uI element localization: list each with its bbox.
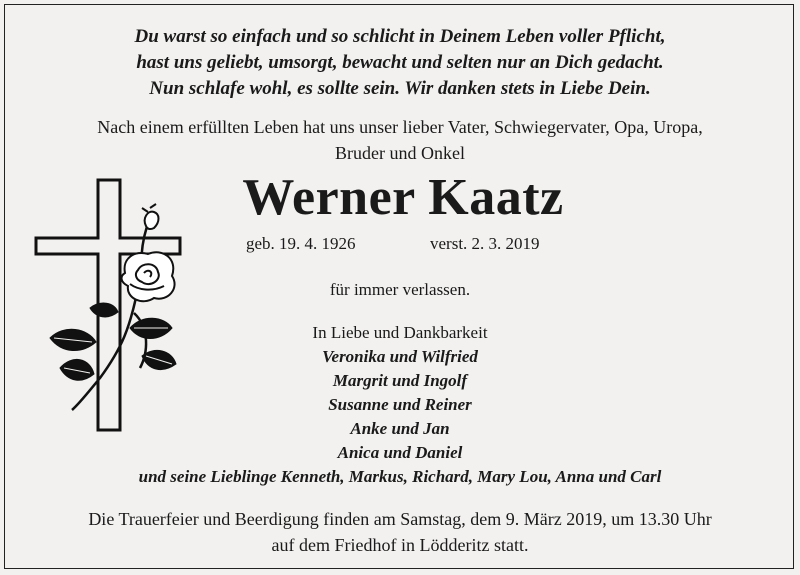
mourner-line-6: und seine Lieblinge Kenneth, Markus, Richard, Mary Lou, Anna und Carl [138, 467, 662, 486]
left-text: für immer verlassen. [329, 280, 471, 299]
funeral-line-1: Die Trauerfeier und Beerdigung finden am Samstag, dem 9. März 2019, um 13.30 Uhr [88, 509, 712, 529]
deceased-name: Werner Kaatz [242, 169, 564, 226]
intro-line-1: Nach einem erfüllten Leben hat uns unser lieber Vater, Schwiegervater, Opa, Uropa, [97, 117, 703, 137]
intro-line-2: Bruder und Onkel [335, 143, 465, 163]
poem-line-2: hast uns geliebt, umsorgt, bewacht und selten nur an Dich gedacht. [136, 52, 664, 73]
mourner-line-2: Margrit und Ingolf [332, 371, 468, 390]
mourner-line-1: Veronika und Wilfried [322, 347, 478, 366]
poem-line-1: Du warst so einfach und so schlicht in Deinem Leben voller Pflicht, [134, 26, 666, 47]
death-date: verst. 2. 3. 2019 [430, 234, 540, 253]
funeral-line-2: auf dem Friedhof in Lödderitz statt. [271, 535, 529, 555]
mourner-line-5: Anica und Daniel [337, 443, 463, 462]
birth-date: geb. 19. 4. 1926 [246, 234, 356, 253]
mourner-line-4: Anke und Jan [350, 419, 450, 438]
mourner-line-3: Susanne und Reiner [328, 395, 472, 414]
mourners-heading: In Liebe und Dankbarkeit [312, 323, 488, 342]
poem-line-3: Nun schlafe wohl, es sollte sein. Wir danken stets in Liebe Dein. [149, 78, 651, 99]
